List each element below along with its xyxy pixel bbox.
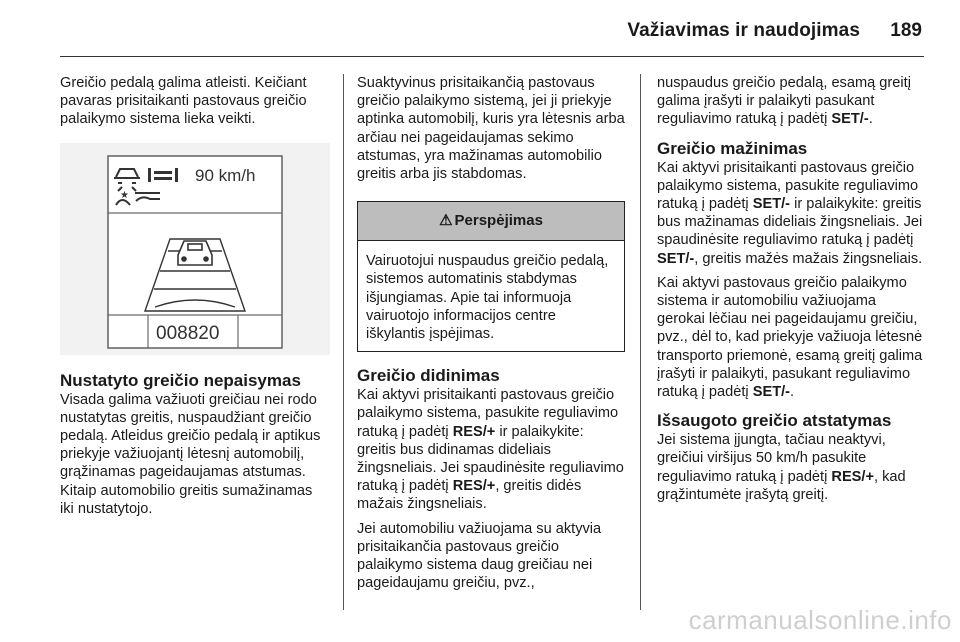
warning-title: Perspėjimas: [454, 212, 543, 230]
decrease-paragraph: Kai aktyvi prisitaikanti pastovaus greičio palaikymo sistema, pasukite reguliavimo ratuką į padėtį SET/- ir palaikykite: greitis bus mažinamas dideliais žingsneliais. Jei spaudinėsite reguliavimo ratuką į padėtį SET/-, greitis mažės mažais žingsneliais.: [657, 159, 923, 267]
header-rule: [60, 56, 924, 57]
key-res-plus: RES/+: [452, 423, 496, 440]
continued-paragraph: nuspaudus greičio pedalą, esamą greitį galima įrašyti ir palaikyti pasukant reguliavimo ratuką į padėtį SET/-.: [657, 75, 911, 128]
vehicle-ahead-icon: [178, 241, 212, 265]
intro-paragraph: Greičio pedalą galima atleisti. Keičiant pavaras prisitaikanti pastovaus greičio palaikymo sistema lieka veikti.: [60, 75, 307, 128]
key-set-minus: SET/-: [752, 384, 791, 401]
key-set-minus: SET/-: [657, 250, 695, 267]
faster-driving-paragraph: Jei automobiliu važiuojama su aktyvia prisitaikančia pastovaus greičio palaikymo sistema daug greičiau nei pageidaujamu greičiu, pvz.,: [357, 520, 602, 592]
column-divider-1: [343, 74, 344, 610]
cluster-display-graphic: [60, 143, 330, 355]
column-1: [60, 74, 330, 524]
section-heading-resume: Išsaugoto greičio atstatymas: [657, 411, 892, 431]
column-2: [357, 74, 625, 598]
key-res-plus: RES/+: [452, 478, 496, 495]
page-number: 189: [890, 20, 922, 41]
override-paragraph: Visada galima važiuoti greičiau nei rodo nustatytas greitis, nuspaudžiant greičio pedalą. Atleidus greičio pedalą ir aptikus priekyje važiuojantį lėtesnį automobilį, grąžinamas pageidaujamas atstumas. Kitaip automobilio greitis sumažinamas iki nustatytojo.: [60, 391, 321, 517]
increase-paragraph: Kai aktyvi prisitaikanti pastovaus greičio palaikymo sistema, pasukite reguliavimo ratuką į padėtį RES/+ ir palaikykite: greitis bus didinamas dideliais žingsneliais. Jei spaudinėsite reguliavimo ratuką į padėtį RES/+, greitis didės mažais žingsneliais.: [357, 387, 624, 513]
set-speed-readout: 90 km/h: [195, 165, 256, 185]
warning-text: Vairuotojui nuspaudus greičio pedalą, sistemos automatinis stabdymas išjungiamas. Apie tai informuoja vairuotojo informacijos centre iškylantis įspėjimas.: [366, 253, 609, 343]
key-res-plus: RES/+: [831, 468, 874, 485]
warning-header: [358, 202, 624, 241]
instrument-display-illustration: [60, 143, 330, 355]
warning-box: [357, 201, 625, 352]
resume-paragraph: Jei sistema įjungta, tačiau neaktyvi, greičiui viršijus 50 km/h pasukite reguliavimo ratuką į padėtį RES/+, kad grąžintumėte įrašytą greitį.: [657, 432, 906, 503]
section-heading-increase: Greičio didinimas: [357, 366, 500, 386]
section-heading-override: Nustatyto greičio nepaisymas: [60, 370, 301, 390]
section-heading-decrease: Greičio mažinimas: [657, 138, 808, 158]
slower-driving-paragraph: Kai aktyvi pastovaus greičio palaikymo sistema ir automobiliu važiuojama gerokai lėčiau nei pageidaujamu greičiu, pvz., dėl to, kad priekyje važiuoja lėtesnė transporto priemonė, esamą greitį galima įrašyti ir palaikyti, pasukant reguliavimo ratuką į padėtį SET/-.: [657, 274, 923, 401]
column-divider-2: [640, 74, 641, 610]
key-set-minus: SET/-: [831, 111, 869, 128]
page-header-title: Važiavimas ir naudojimas: [627, 20, 860, 41]
deceleration-paragraph: Suaktyvinus prisitaikančią pastovaus greičio palaikymo sistemą, jei ji priekyje aptinka automobilį, kuris yra lėtesnis arba arčiau nei pageidaujamas sekimo atstumas, yra mažinamas automobilio greitis arba jis stabdomas.: [357, 75, 625, 183]
watermark: carmanualsonline.info: [688, 605, 952, 635]
odometer-readout: 008820: [156, 322, 220, 344]
svg-text:★: ★: [120, 189, 129, 201]
column-3: [657, 74, 925, 510]
warning-triangle-icon: ⚠: [439, 212, 453, 230]
key-set-minus: SET/-: [752, 196, 791, 213]
